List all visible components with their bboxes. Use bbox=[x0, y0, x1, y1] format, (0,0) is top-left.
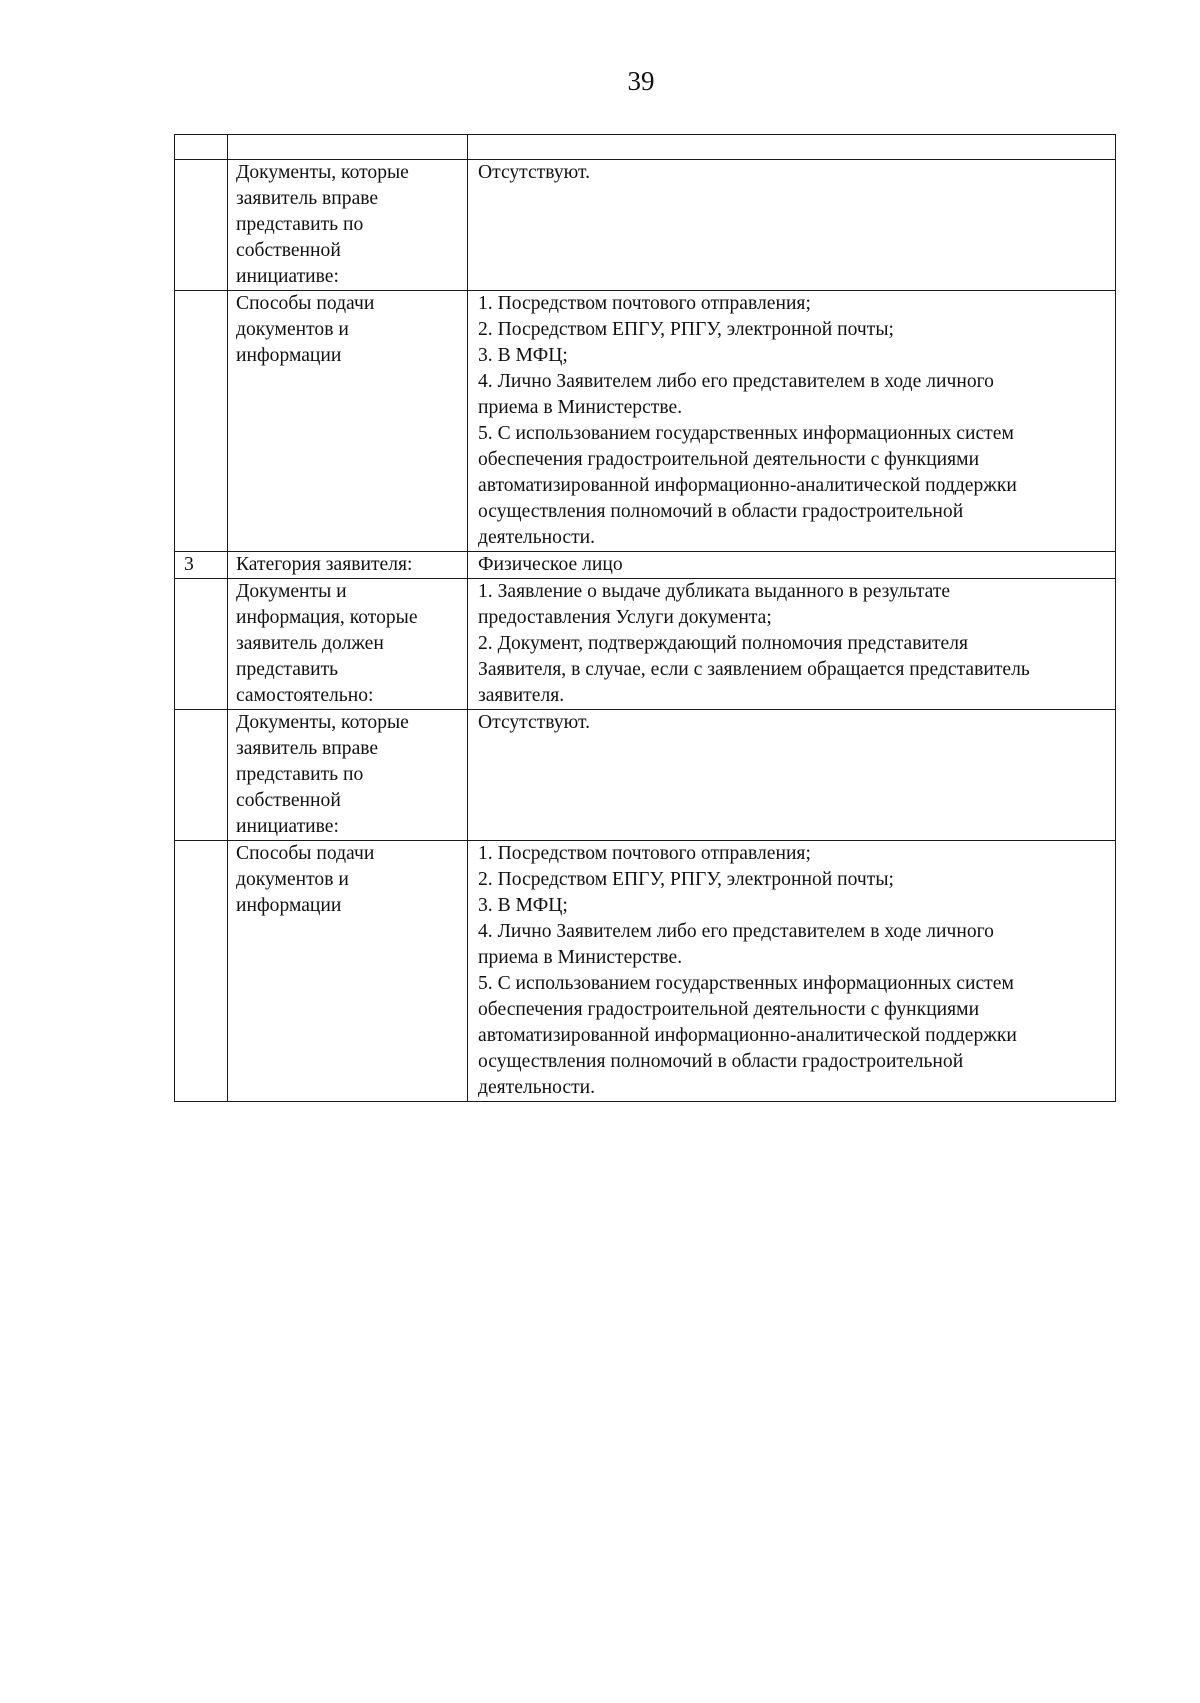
label-line: Способы подачи bbox=[236, 843, 375, 864]
value-line: Отсутствуют. bbox=[478, 162, 590, 183]
row-value-cell bbox=[468, 552, 1116, 579]
label-line: заявитель вправе bbox=[236, 188, 379, 209]
row-number-cell bbox=[175, 160, 228, 291]
row-label-cell bbox=[228, 710, 468, 841]
label-line: информации bbox=[236, 895, 342, 916]
row-value-cell bbox=[468, 160, 1116, 291]
label-line: заявитель вправе bbox=[236, 738, 379, 759]
value-line: заявителя. bbox=[478, 685, 565, 706]
value-line: Физическое лицо bbox=[478, 554, 623, 575]
label-line: документов и bbox=[236, 869, 349, 890]
value-line: 4. Лично Заявителем либо его представителем в ходе личного bbox=[478, 921, 994, 942]
value-line: осуществления полномочий в области градостроительной bbox=[478, 501, 964, 522]
value-line: 1. Заявление о выдаче дубликата выданного в результате bbox=[478, 581, 951, 602]
label-line: Документы, которые bbox=[236, 162, 409, 183]
row-number-cell bbox=[175, 579, 228, 710]
value-line: 4. Лично Заявителем либо его представителем в ходе личного bbox=[478, 371, 994, 392]
label-line: Категория заявителя: bbox=[236, 554, 413, 575]
label-line: собственной bbox=[236, 790, 341, 811]
row-value-cell bbox=[468, 841, 1116, 1102]
label-line: инициативе: bbox=[236, 816, 339, 837]
label-line: документов и bbox=[236, 319, 349, 340]
row-value-cell bbox=[468, 710, 1116, 841]
value-line: автоматизированной информационно-аналитической поддержки bbox=[478, 475, 1017, 496]
value-line: 1. Посредством почтового отправления; bbox=[478, 293, 811, 314]
label-line: Способы подачи bbox=[236, 293, 375, 314]
label-line: заявитель должен bbox=[236, 633, 384, 654]
value-line: деятельности. bbox=[478, 527, 596, 548]
row-label-cell bbox=[228, 291, 468, 552]
row-label-cell bbox=[228, 841, 468, 1102]
label-line: Документы, которые bbox=[236, 712, 409, 733]
row-label-cell bbox=[228, 552, 468, 579]
header-cell-label bbox=[228, 135, 468, 160]
value-line: Отсутствуют. bbox=[478, 712, 590, 733]
label-line: представить по bbox=[236, 764, 364, 785]
value-line: осуществления полномочий в области градостроительной bbox=[478, 1051, 964, 1072]
table-row bbox=[175, 579, 1116, 710]
row-number-cell bbox=[175, 291, 228, 552]
label-line: инициативе: bbox=[236, 266, 339, 287]
table-row bbox=[175, 841, 1116, 1102]
table-row bbox=[175, 552, 1116, 579]
row-number-cell: 3 bbox=[175, 552, 228, 579]
label-line: Документы и bbox=[236, 581, 347, 602]
label-line: информация, которые bbox=[236, 607, 418, 628]
value-line: деятельности. bbox=[478, 1077, 596, 1098]
table-row bbox=[175, 291, 1116, 552]
value-line: 2. Посредством ЕПГУ, РПГУ, электронной почты; bbox=[478, 869, 894, 890]
value-line: обеспечения градостроительной деятельности с функциями bbox=[478, 449, 980, 470]
row-value-cell bbox=[468, 579, 1116, 710]
value-line: 1. Посредством почтового отправления; bbox=[478, 843, 811, 864]
value-line: 5. С использованием государственных информационных систем bbox=[478, 423, 1014, 444]
value-line: предоставления Услуги документа; bbox=[478, 607, 772, 628]
row-number-cell bbox=[175, 710, 228, 841]
row-value-cell bbox=[468, 291, 1116, 552]
header-cell-num bbox=[175, 135, 228, 160]
table-row bbox=[175, 160, 1116, 291]
page-number: 39 bbox=[627, 66, 655, 96]
value-line: Заявителя, в случае, если с заявлением обращается представитель bbox=[478, 659, 1030, 680]
table-row bbox=[175, 710, 1116, 841]
header-cell-value bbox=[468, 135, 1116, 160]
label-line: самостоятельно: bbox=[236, 685, 374, 706]
value-line: 5. С использованием государственных информационных систем bbox=[478, 973, 1014, 994]
value-line: приема в Министерстве. bbox=[478, 397, 683, 418]
row-number-cell bbox=[175, 841, 228, 1102]
value-line: обеспечения градостроительной деятельности с функциями bbox=[478, 999, 980, 1020]
label-line: информации bbox=[236, 345, 342, 366]
value-line: автоматизированной информационно-аналитической поддержки bbox=[478, 1025, 1017, 1046]
table-body bbox=[175, 135, 1116, 1102]
value-line: 2. Посредством ЕПГУ, РПГУ, электронной почты; bbox=[478, 319, 894, 340]
value-line: 2. Документ, подтверждающий полномочия представителя bbox=[478, 633, 969, 654]
value-line: 3. В МФЦ; bbox=[478, 895, 568, 916]
table-header-row bbox=[175, 135, 1116, 160]
value-line: приема в Министерстве. bbox=[478, 947, 683, 968]
label-line: собственной bbox=[236, 240, 341, 261]
requirements-table bbox=[174, 134, 1116, 1102]
value-line: 3. В МФЦ; bbox=[478, 345, 568, 366]
label-line: представить по bbox=[236, 214, 364, 235]
row-label-cell bbox=[228, 160, 468, 291]
label-line: представить bbox=[236, 659, 339, 680]
row-label-cell bbox=[228, 579, 468, 710]
